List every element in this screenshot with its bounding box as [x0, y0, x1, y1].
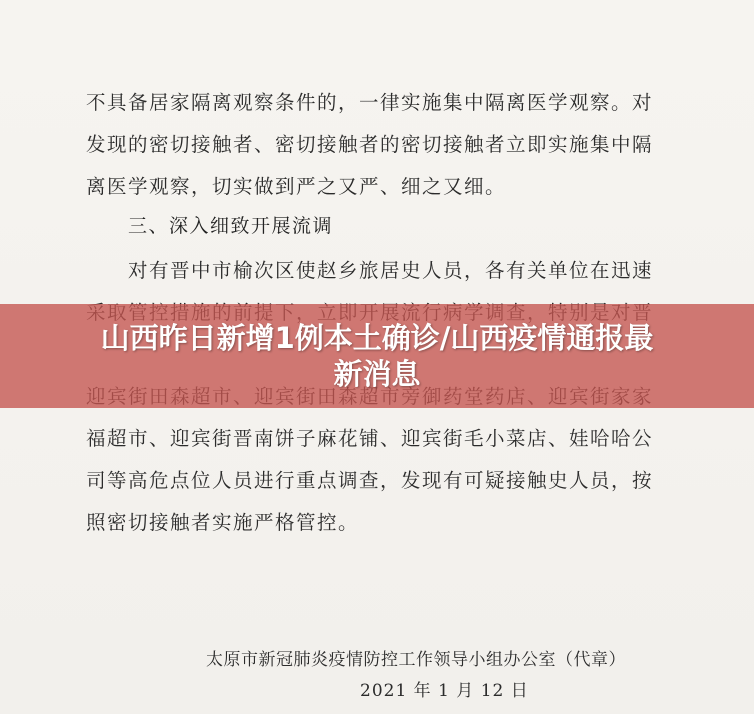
- paragraph-quarantine: [86, 82, 686, 208]
- signature-date: 2021 年 1 月 12 日: [360, 681, 529, 701]
- headline-line-1: 山西昨日新增1例本土确诊/山西疫情通报最: [100, 321, 654, 355]
- headline-line-2: 新消息: [333, 357, 421, 391]
- text-line: 福超市、迎宾街晋南饼子麻花铺、迎宾街毛小菜店、娃哈哈公: [86, 427, 654, 450]
- text-line: 照密切接触者实施严格管控。: [86, 511, 360, 534]
- text-line: 司等高危点位人员进行重点调查，发现有可疑接触史人员，按: [86, 469, 654, 492]
- section-heading: 三、深入细致开展流调: [128, 215, 334, 237]
- text-line: 对有晋中市榆次区使赵乡旅居史人员，各有关单位在迅速: [128, 259, 654, 282]
- headline-banner: [0, 304, 754, 408]
- paragraph-tracing-top: [128, 250, 688, 292]
- text-line: 离医学观察，切实做到严之又严、细之又细。: [86, 175, 507, 198]
- text-line: 不具备居家隔离观察条件的，一律实施集中隔离医学观察。对: [86, 91, 654, 114]
- text-line: 发现的密切接触者、密切接触者的密切接触者立即实施集中隔: [86, 133, 654, 156]
- signature-office: 太原市新冠肺炎疫情防控工作领导小组办公室（代章）: [206, 650, 626, 670]
